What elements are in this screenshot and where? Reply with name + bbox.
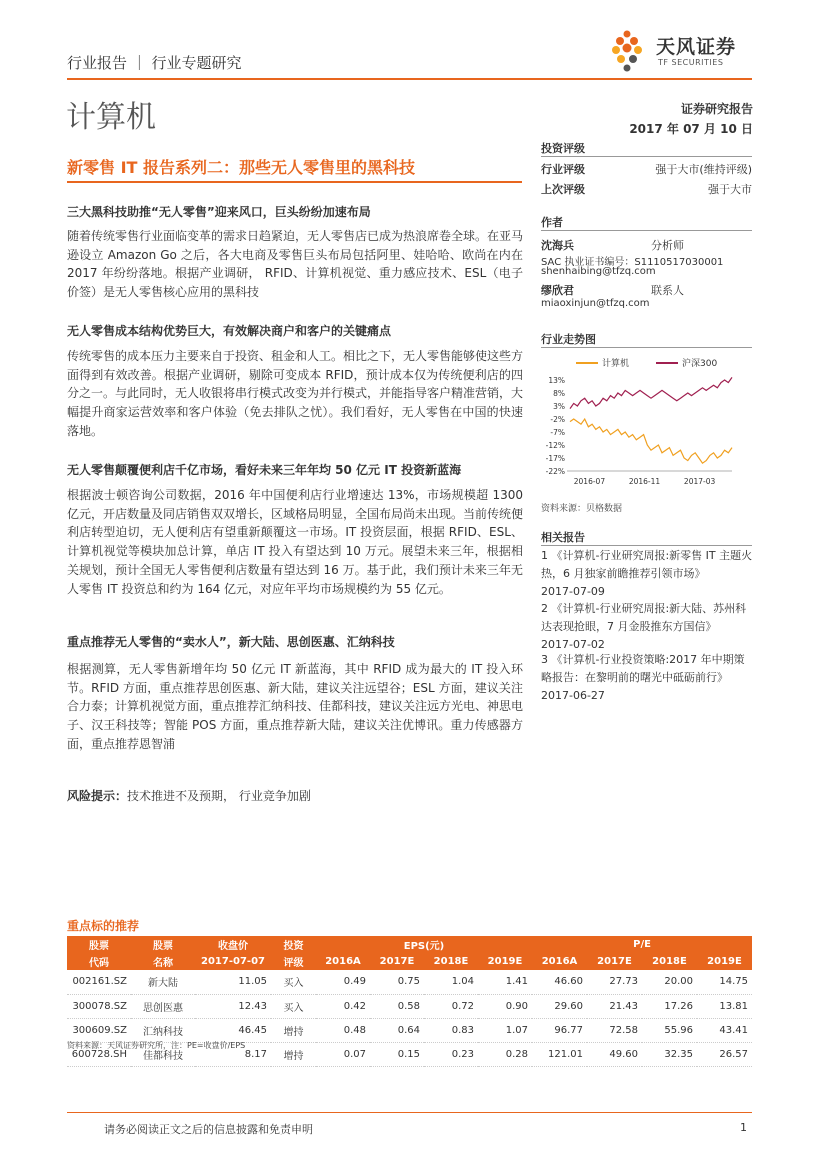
sidebar-divider [541, 156, 752, 157]
cell-eps: 0.72 [424, 994, 478, 1018]
series-line-computer [570, 419, 732, 463]
header-year: 2017E [370, 953, 424, 970]
series-line-hs300 [570, 377, 732, 408]
cell-pe: 96.77 [532, 1018, 587, 1042]
cell-eps: 1.04 [424, 970, 478, 994]
cell-name: 佳都科技 [131, 1042, 195, 1066]
table-note: 资料来源：天风证券研究所，注：PE=收盘价/EPS [67, 1041, 246, 1050]
y-tick-label: -17% [545, 454, 565, 463]
header-year: 2018E [642, 953, 697, 970]
y-tick-label: 8% [553, 389, 565, 398]
cell-eps: 0.07 [316, 1042, 370, 1066]
related-report-date: 2017-06-27 [541, 689, 605, 702]
section-heading-1: 三大黑科技助推“无人零售”迎来风口，巨头纷纷加速布局 [67, 205, 371, 219]
y-tick-label: -2% [550, 415, 565, 424]
related-report-title: 3 《计算机-行业投资策略:2017 年中期策略报告：在黎明前的曙光中砥砺前行》 [541, 653, 745, 684]
cell-pe: 13.81 [697, 994, 752, 1018]
author-email-2[interactable]: miaoxinjun@tfzq.com [541, 298, 650, 309]
cell-name: 思创医惠 [131, 994, 195, 1018]
report-category: 行业报告 ｜ 行业专题研究 [67, 54, 242, 72]
report-date: 2017 年 07 月 10 日 [629, 122, 753, 136]
table-row [67, 1018, 752, 1042]
section-heading-4: 重点推荐无人零售的“卖水人”，新大陆、思创医惠、汇纳科技 [67, 635, 395, 649]
section-body-3: 根据波士顿咨询公司数据，2016 年中国便利店行业增速达 13%，市场规模超 1300 亿元，开店数量及同店销售双双增长，区域格局明显，全国布局尚未出现。当前传统便利店转型迫切，无人便利店有望重新颠覆这一市场。IT 投资层面，根据 RFID、ESL、计算机视觉等模块加总计算，单店 IT 投入有望达到 10 万元。展望未来三年，根据相关规划，预计全国无人零售便利店数量有望达到 16 万。基于此，我们预计未来三年无人零售 IT 投资总和约为 164 亿元，对应年平均市场规模约为 55 亿元。 [67, 488, 524, 596]
rating-label: 行业评级 [541, 163, 585, 176]
y-tick-label: -22% [545, 467, 565, 476]
header-price-date: 2017-07-07 [195, 953, 271, 970]
author-email-1[interactable]: shenhaibing@tfzq.com [541, 266, 656, 277]
x-tick-label: 2016-07 [573, 477, 606, 486]
prev-rating-value: 强于大市 [708, 183, 752, 196]
cell-pe: 49.60 [587, 1042, 642, 1066]
cell-rating: 增持 [271, 1042, 316, 1066]
report-title: 新零售 IT 报告系列二：那些无人零售里的黑科技 [67, 158, 416, 177]
related-report-title: 1 《计算机-行业研究周报:新零售 IT 主题火热，6 月独家前瞻推荐引领市场》 [541, 549, 753, 580]
y-tick-label: 3% [553, 402, 565, 411]
previous-rating [541, 181, 752, 197]
section-body-4: 根据测算，无人零售新增年均 50 亿元 IT 新蓝海，其中 RFID 成为最大的 IT 投入环节。RFID 方面，重点推荐思创医惠、新大陆，建议关注远望谷；ESL 方面，建议关注合力泰；计算机视觉方面，重点推荐汇纳科技、佳都科技，建议关注远方光电、神思电子、汉王科技等；智能 POS 方面，重点推荐新大陆，建议关注优博讯。重力传感器方面，重点推荐恩智浦 [67, 662, 524, 751]
related-report-1[interactable] [541, 547, 753, 601]
cell-eps: 0.83 [424, 1018, 478, 1042]
section-body-2: 传统零售的成本压力主要来自于投资、租金和人工。相比之下，无人零售能够使这些方面得到有效改善。根据产业调研，剔除可变成本 RFID，预计成本仅为传统便利店的四分之一。与此同时，无人收银将串行模式改变为并行模式，并能指导客户精准营销，大幅提升商家运营效率和客户体验（免去排队之忧）。我们看好，无人零售在中国的快速落地。 [67, 349, 524, 438]
cell-pe: 46.60 [532, 970, 587, 994]
related-report-3[interactable] [541, 651, 753, 705]
y-tick-label: -12% [545, 441, 565, 450]
cell-code: 300078.SZ [67, 994, 131, 1018]
sector-title: 计算机 [66, 100, 156, 135]
cell-pe: 43.41 [697, 1018, 752, 1042]
cell-pe: 21.43 [587, 994, 642, 1018]
cell-pe: 29.60 [532, 994, 587, 1018]
related-report-title: 2 《计算机-行业研究周报:新大陆、苏州科达表现抢眼，7 月金股推东方国信》 [541, 602, 747, 633]
header-rating-2: 评级 [271, 953, 316, 970]
cell-price: 11.05 [195, 970, 271, 994]
cell-code: 600728.SH [67, 1042, 131, 1066]
cell-eps: 0.15 [370, 1042, 424, 1066]
cell-pe: 72.58 [587, 1018, 642, 1042]
cell-eps: 0.42 [316, 994, 370, 1018]
logo-text-en: TF SECURITIES [658, 58, 724, 67]
legend-label-computer: 计算机 [602, 359, 630, 369]
author-title: 作者 [541, 216, 563, 229]
header-code: 代码 [67, 953, 131, 970]
related-report-date: 2017-07-02 [541, 638, 605, 651]
cell-eps: 1.07 [478, 1018, 532, 1042]
x-tick-label: 2017-03 [683, 477, 716, 486]
cell-pe: 27.73 [587, 970, 642, 994]
header-name: 名称 [131, 953, 195, 970]
rating-title: 投资评级 [541, 142, 585, 155]
cell-pe: 17.26 [642, 994, 697, 1018]
table-title: 重点标的推荐 [67, 919, 140, 933]
related-report-2[interactable] [541, 600, 753, 654]
cell-pe: 26.57 [697, 1042, 752, 1066]
cell-pe: 55.96 [642, 1018, 697, 1042]
logo-text-cn: 天风证券 [656, 36, 737, 58]
cell-eps: 0.58 [370, 994, 424, 1018]
cell-name: 新大陆 [131, 970, 195, 994]
header-stock-code: 股票 [67, 936, 131, 953]
table-row [67, 970, 752, 994]
prev-rating-label: 上次评级 [541, 183, 585, 196]
industry-rating [541, 161, 752, 177]
header-close-price: 收盘价 [195, 936, 271, 953]
cell-pe: 14.75 [697, 970, 752, 994]
header-eps: EPS(元) [316, 936, 532, 953]
header-rating: 投资 [271, 936, 316, 953]
section-body-1: 随着传统零售行业面临变革的需求日趋紧迫，无人零售店已成为热浪席卷全球。在亚马逊设立 Amazon Go 之后，各大电商及零售巨头布局包括阿里、娃哈哈、欧尚在内在 2017 年纷纷落地。根据产业调研， RFID、计算机视觉、重力感应技术、ESL（电子价签）是无人零售核心应用的黑科技 [67, 229, 524, 300]
author-name-1: 沈海兵 [541, 239, 574, 252]
header-year: 2016A [532, 953, 587, 970]
related-report-date: 2017-07-09 [541, 585, 605, 598]
risk-label: 风险提示： [67, 789, 128, 803]
risk-text: 技术推进不及预期， 行业竞争加剧 [127, 789, 311, 803]
sidebar-divider [541, 545, 752, 546]
trend-title: 行业走势图 [541, 333, 596, 346]
cell-price: 12.43 [195, 994, 271, 1018]
header-year: 2017E [587, 953, 642, 970]
author-role-2: 联系人 [651, 284, 684, 297]
cell-rating: 增持 [271, 1018, 316, 1042]
cell-eps: 0.75 [370, 970, 424, 994]
header-year: 2019E [478, 953, 532, 970]
legend-label-hs300: 沪深300 [682, 359, 718, 369]
header-divider [67, 78, 752, 80]
related-title: 相关报告 [541, 531, 585, 544]
header-year: 2018E [424, 953, 478, 970]
author-role-1: 分析师 [651, 239, 684, 252]
header-pe: P/E [532, 936, 752, 953]
cell-eps: 0.49 [316, 970, 370, 994]
x-tick-label: 2016-11 [628, 477, 661, 486]
section-heading-3: 无人零售颠覆便利店千亿市场，看好未来三年年均 50 亿元 IT 投资新蓝海 [67, 463, 462, 477]
author-name-2: 缪欣君 [541, 284, 574, 297]
cell-eps: 0.23 [424, 1042, 478, 1066]
header-year: 2016A [316, 953, 370, 970]
author-sac-1: SAC 执业证书编号：S1110517030001 [541, 257, 724, 268]
page-number: 1 [740, 1121, 747, 1134]
y-tick-label: 13% [548, 376, 565, 385]
title-divider [67, 181, 522, 183]
table-row [67, 994, 752, 1018]
footer-divider [67, 1112, 752, 1113]
cell-rating: 买入 [271, 994, 316, 1018]
risk-notice [67, 787, 311, 804]
cell-price: 46.45 [195, 1018, 271, 1042]
cell-pe: 121.01 [532, 1042, 587, 1066]
header-stock-name: 股票 [131, 936, 195, 953]
footer-disclaimer[interactable]: 请务必阅读正文之后的信息披露和免责申明 [104, 1123, 313, 1136]
cell-eps: 0.48 [316, 1018, 370, 1042]
industry-trend-chart [540, 350, 754, 490]
sidebar-divider [541, 230, 752, 231]
section-heading-2: 无人零售成本结构优势巨大，有效解决商户和客户的关键痛点 [67, 324, 392, 338]
cell-code: 002161.SZ [67, 970, 131, 994]
chart-source: 资料来源：贝格数据 [541, 504, 623, 514]
cell-eps: 0.90 [478, 994, 532, 1018]
cell-pe: 20.00 [642, 970, 697, 994]
cell-eps: 0.64 [370, 1018, 424, 1042]
cell-eps: 1.41 [478, 970, 532, 994]
header-year: 2019E [697, 953, 752, 970]
cell-name: 汇纳科技 [131, 1018, 195, 1042]
cell-eps: 0.28 [478, 1042, 532, 1066]
report-type: 证券研究报告 [680, 102, 753, 116]
cell-rating: 买入 [271, 970, 316, 994]
sidebar-divider [541, 347, 752, 348]
cell-pe: 32.35 [642, 1042, 697, 1066]
cell-code: 300609.SZ [67, 1018, 131, 1042]
cell-price: 8.17 [195, 1042, 271, 1066]
y-tick-label: -7% [550, 428, 565, 437]
rating-value: 强于大市(维持评级) [655, 163, 752, 176]
